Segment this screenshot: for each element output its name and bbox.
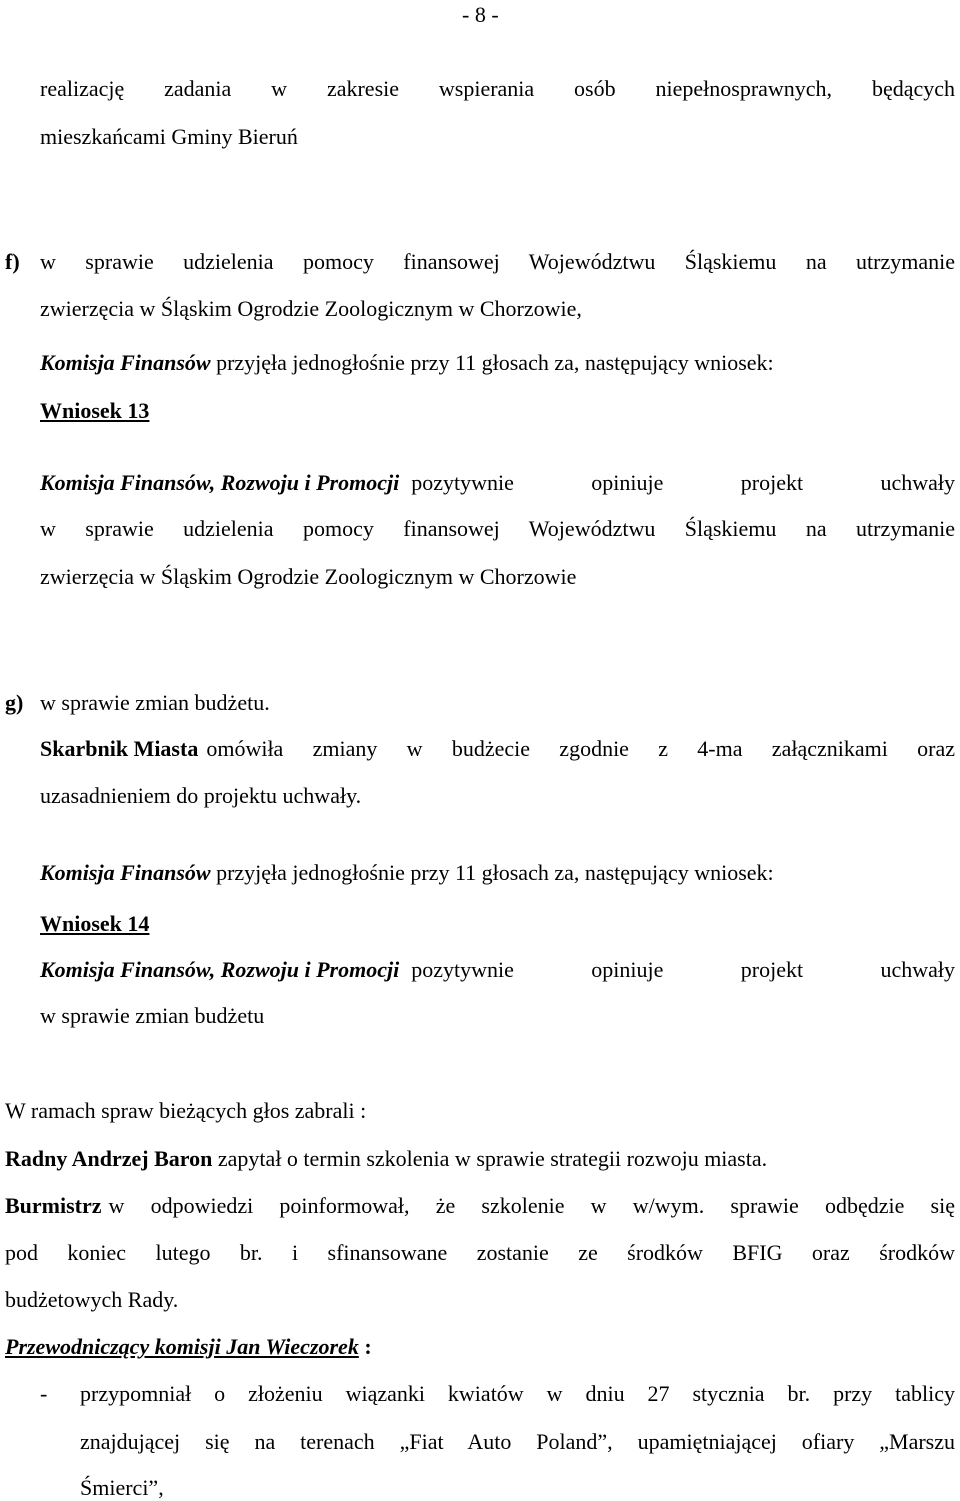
baron-name: Radny Andrzej Baron: [5, 1146, 213, 1171]
intro-line-1: realizację zadania w zakresie wspierania osób niepełnosprawnych, będących: [40, 76, 955, 101]
item-g-marker: g): [5, 690, 24, 715]
page-number: - 8 -: [462, 2, 499, 27]
bullet-line-2: znajdującej się na terenach „Fiat Auto Poland”, upamiętniającej ofiary „Marszu: [80, 1429, 955, 1454]
motion13-body-line-3: zwierzęcia w Śląskim Ogrodzie Zoologicznym w Chorzowie: [40, 564, 577, 589]
treasurer-line-1-rest: omówiła zmiany w budżecie zgodnie z 4-ma załącznikami oraz: [206, 736, 955, 761]
motion13-body-committee: Komisja Finansów, Rozwoju i Promocji: [40, 470, 400, 495]
motion14-body-line-1-rest: pozytywnie opiniuje projekt uchwały: [411, 957, 955, 982]
motion14-adopted-text: przyjęła jednogłośnie przy 11 głosach za, następujący wniosek:: [210, 860, 774, 885]
motion13-body-line-1: [40, 472, 955, 494]
bullet-line-1: przypomniał o złożeniu wiązanki kwiatów w dniu 27 stycznia br. przy tablicy: [80, 1381, 955, 1406]
mayor-line-3: budżetowych Rady.: [5, 1287, 179, 1312]
chair-colon: :: [358, 1334, 372, 1359]
mayor-line-1: [5, 1195, 955, 1217]
motion13-title: Wniosek 13: [40, 398, 150, 423]
motion14-body-line-2: w sprawie zmian budżetu: [40, 1003, 265, 1028]
mayor-line-2: pod koniec lutego br. i sfinansowane zostanie ze środków BFIG oraz środków: [5, 1240, 955, 1265]
mayor-line-1-rest: w odpowiedzi poinformował, że szkolenie w w/wym. sprawie odbędzie się: [108, 1193, 955, 1218]
current-affairs-intro: W ramach spraw bieżących głos zabrali :: [5, 1098, 367, 1123]
motion13-body-line-1-rest: pozytywnie opiniuje projekt uchwały: [411, 470, 955, 495]
motion14-title: Wniosek 14: [40, 911, 150, 936]
motion13-adopted-text: przyjęła jednogłośnie przy 11 głosach za, następujący wniosek:: [210, 350, 774, 375]
treasurer-line-1: [40, 738, 955, 760]
chair-label: Przewodniczący komisji Jan Wieczorek: [5, 1334, 359, 1359]
motion14-adopted: [40, 862, 774, 884]
treasurer-name: Skarbnik Miasta: [40, 736, 199, 761]
item-f-line-2: zwierzęcia w Śląskim Ogrodzie Zoologicznym w Chorzowie,: [40, 296, 582, 321]
motion13-body-line-2: w sprawie udzielenia pomocy finansowej Województwu Śląskiemu na utrzymanie: [40, 516, 955, 541]
intro-line-2: mieszkańcami Gminy Bieruń: [40, 124, 298, 149]
treasurer-line-2: uzasadnieniem do projektu uchwały.: [40, 783, 362, 808]
bullet-line-3: Śmierci”,: [80, 1475, 164, 1500]
bullet-dash: -: [40, 1381, 48, 1406]
item-g-text: w sprawie zmian budżetu.: [40, 690, 270, 715]
baron-statement: [5, 1148, 767, 1170]
item-f-marker: f): [5, 249, 20, 274]
motion13-adopted: [40, 352, 774, 374]
item-f-line-1: w sprawie udzielenia pomocy finansowej Województwu Śląskiemu na utrzymanie: [40, 249, 955, 274]
baron-text: zapytał o termin szkolenia w sprawie strategii rozwoju miasta.: [212, 1146, 768, 1171]
motion14-committee: Komisja Finansów: [40, 860, 211, 885]
motion14-body-line-1: [40, 959, 955, 981]
motion14-body-committee: Komisja Finansów, Rozwoju i Promocji: [40, 957, 400, 982]
chair-heading: [5, 1336, 372, 1358]
motion13-committee: Komisja Finansów: [40, 350, 211, 375]
mayor-name: Burmistrz: [5, 1193, 102, 1218]
